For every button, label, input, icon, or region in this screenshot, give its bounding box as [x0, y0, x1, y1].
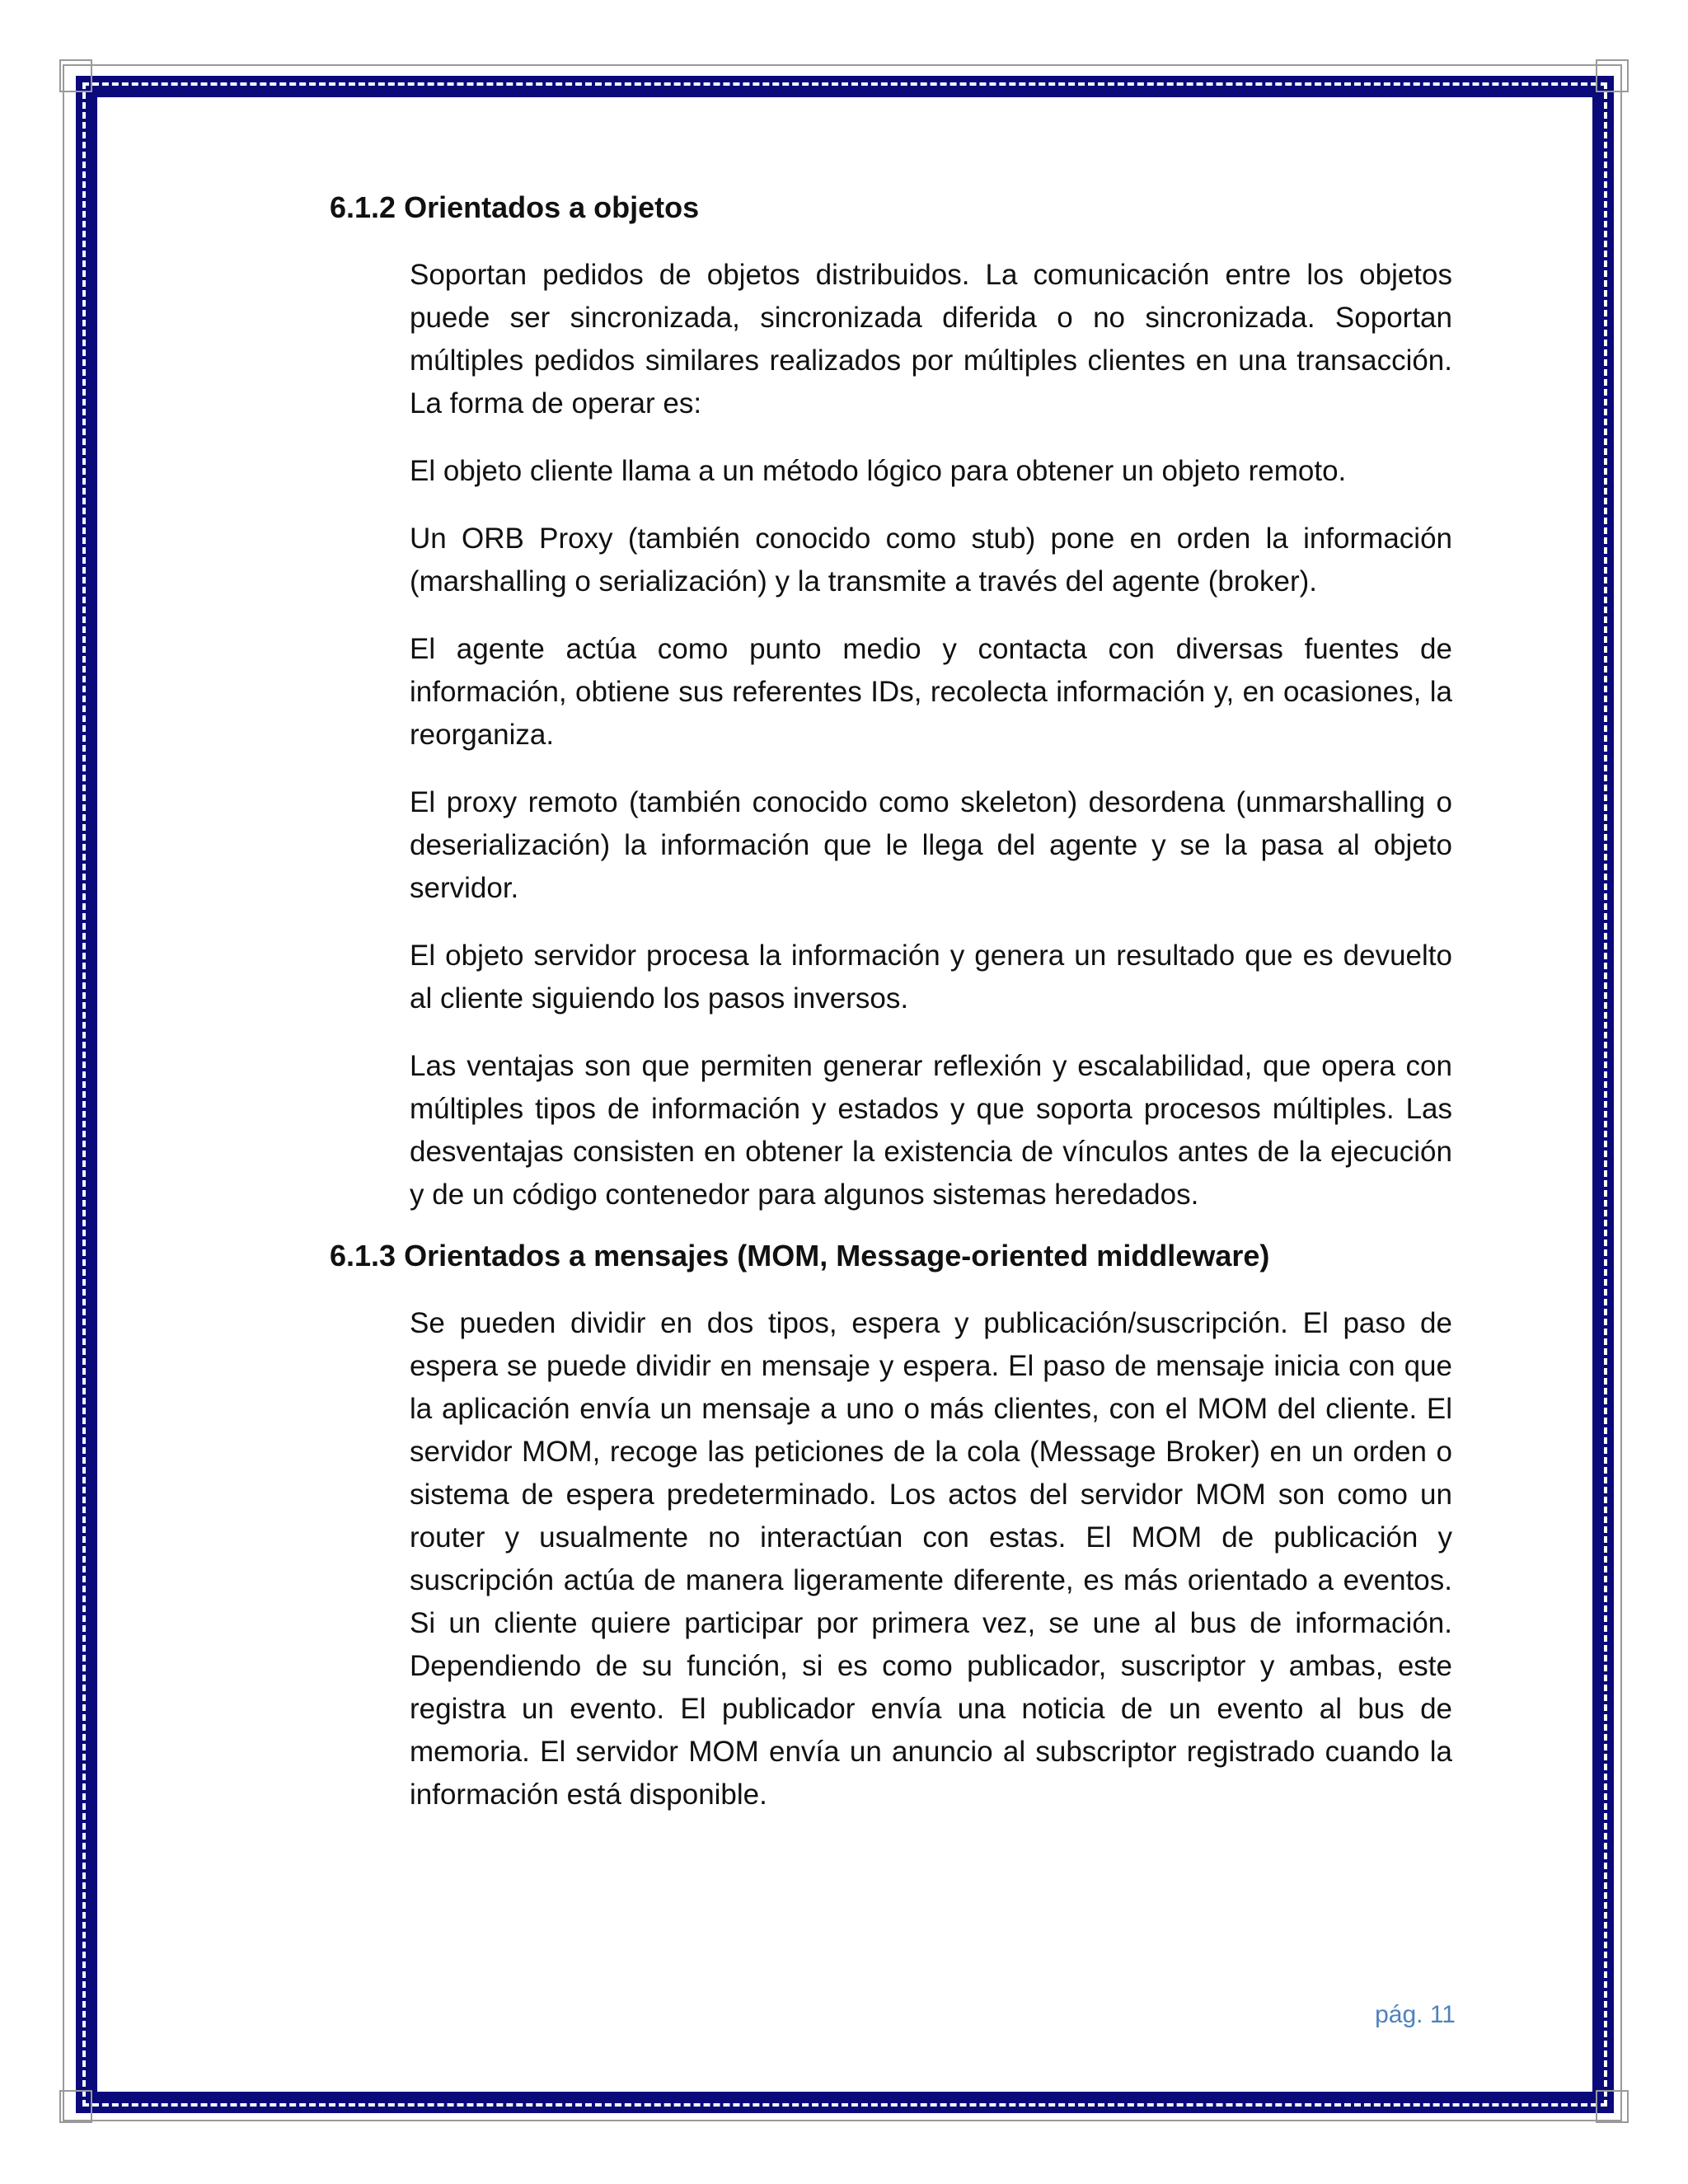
- border-corner-top-left: [59, 59, 92, 92]
- page-number: pág. 11: [1375, 2001, 1456, 2028]
- section-heading: 6.1.2 Orientados a objetos: [330, 190, 700, 224]
- paragraph: El agente actúa como punto medio y contacta con diversas fuentes de información, obtiene sus referentes IDs, recolecta información y, en ocasiones, la reorganiza.: [410, 633, 1452, 751]
- section-body: [410, 1302, 1452, 1816]
- paragraph: El proxy remoto (también conocido como skeleton) desordena (unmarshalling o deserialización) la información que le llega del agente y se la pasa al objeto servidor.: [410, 786, 1452, 904]
- paragraph: Soportan pedidos de objetos distribuidos. La comunicación entre los objetos puede ser sincronizada, sincronizada diferida o no sincronizada. Soportan múltiples pedidos similares realizados por múltiples clientes en una transacción. La forma de operar es:: [410, 259, 1452, 419]
- section-orientados-a-objetos: [330, 190, 1457, 1216]
- border-corner-bottom-left: [59, 2090, 92, 2123]
- paragraph: Un ORB Proxy (también conocido como stub) pone en orden la información (marshalling o serialización) y la transmite a través del agente (broker).: [410, 523, 1452, 598]
- border-corner-top-right: [1596, 59, 1629, 92]
- section-orientados-a-mensajes: [330, 1238, 1457, 1816]
- section-heading: 6.1.3 Orientados a mensajes (MOM, Message-oriented middleware): [330, 1239, 1270, 1272]
- paragraph: Las ventajas son que permiten generar reflexión y escalabilidad, que opera con múltiples tipos de información y estados y que soporta procesos múltiples. Las desventajas consisten en obtener la existencia de vínculos antes de la ejecución y de un código contenedor para algunos sistemas heredados.: [410, 1050, 1452, 1211]
- paragraph: El objeto servidor procesa la información y genera un resultado que es devuelto al cliente siguiendo los pasos inversos.: [410, 940, 1452, 1015]
- paragraph: El objeto cliente llama a un método lógico para obtener un objeto remoto.: [410, 455, 1347, 487]
- border-corner-bottom-right: [1596, 2090, 1629, 2123]
- document-content: [330, 190, 1457, 1841]
- paragraph: Se pueden dividir en dos tipos, espera y publicación/suscripción. El paso de espera se puede dividir en mensaje y espera. El paso de mensaje inicia con que la aplicación envía un mensaje a uno o más clientes, con el MOM del cliente. El servidor MOM, recoge las peticiones de la cola (Message Broker) en un orden o sistema de espera predeterminado. Los actos del servidor MOM son como un router y usualmente no interactúan con estas. El MOM de publicación y suscripción actúa de manera ligeramente diferente, es más orientado a eventos. Si un cliente quiere participar por primera vez, se une al bus de información. Dependiendo de su función, si es como publicador, suscriptor y ambas, este registra un evento. El publicador envía una noticia de un evento al bus de memoria. El servidor MOM envía un anuncio al subscriptor registrado cuando la información está disponible.: [410, 1307, 1452, 1811]
- section-body: [410, 254, 1452, 1216]
